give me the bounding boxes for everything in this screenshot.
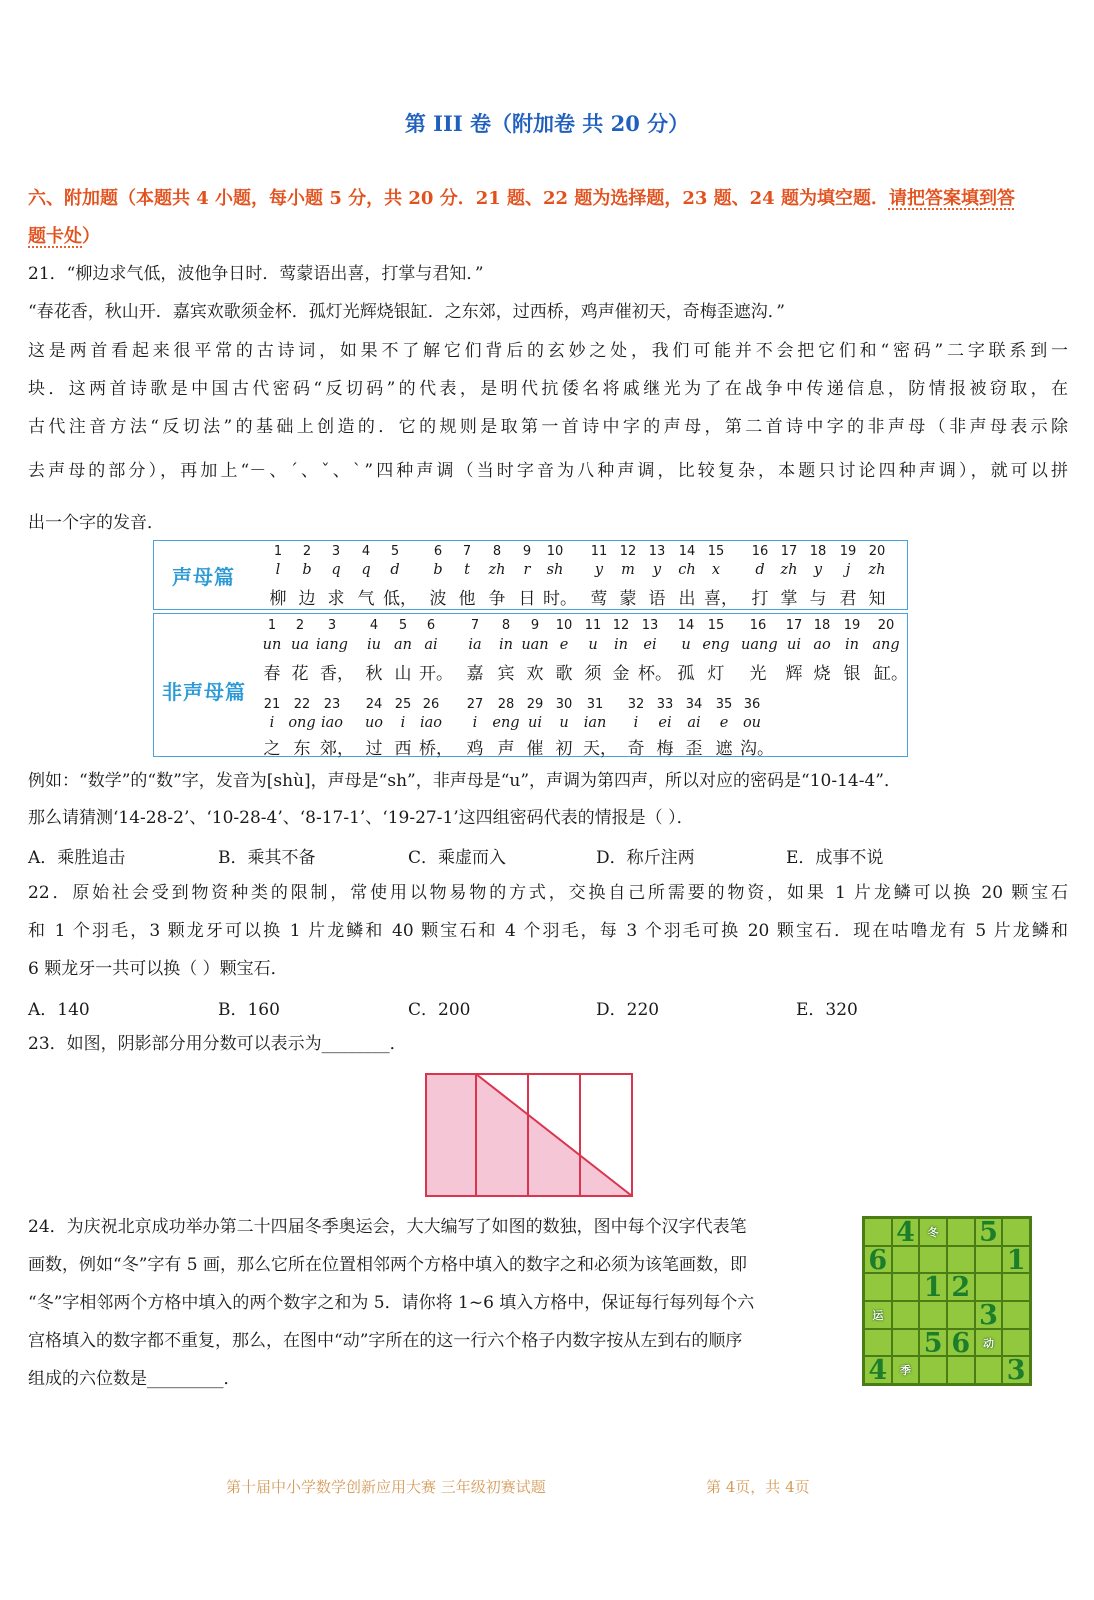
fei2-num-5: 25 [394, 697, 412, 712]
q24-line5 [28, 1367, 241, 1391]
fei2-pinyin-4: uo [364, 715, 384, 731]
fei1-char-16: 光 [749, 664, 767, 684]
q22-option-b[interactable]: B．160 [218, 1000, 280, 1020]
shengmu-label: 声母篇 [172, 565, 235, 589]
fei2-char-3: 郊， [320, 739, 354, 759]
sudoku-cell-r4c1[interactable]: 运 [864, 1301, 892, 1329]
shengmu-pinyin-10: sh [546, 562, 564, 578]
q24-line4: 宫格填入的数字都不重复，那么，在图中“动”字所在的这一行六个格子内数字按从左到右的顺序 [28, 1331, 743, 1351]
fei2-char-10: 初 [555, 739, 573, 759]
fei1-num-2: 2 [295, 618, 305, 633]
shengmu-char-16: 打 [751, 589, 769, 609]
fei1-char-18: 烧 [813, 664, 831, 684]
fei1-char-9: 欢 [526, 664, 544, 684]
fei2-pinyin-6: iao [419, 715, 442, 731]
q23-figure [424, 1072, 636, 1198]
sudoku-cell-r4c5[interactable]: 3 [975, 1301, 1003, 1329]
q21-options [0, 843, 1094, 867]
shengmu-char-7: 他 [458, 589, 476, 609]
fei1-pinyin-12: in [614, 637, 628, 653]
q24-end: ． [223, 1369, 241, 1389]
fei1-num-19: 19 [843, 618, 861, 633]
q23-question: 23．如图，阴影部分用分数可以表示为 [28, 1034, 322, 1054]
shengmu-pinyin-6: b [433, 562, 443, 578]
shengmu-num-20: 20 [868, 544, 886, 559]
q22-options [0, 995, 1094, 1019]
q21-line6: 去声母的部分），再加上“－、ˊ、ˇ、ˋ”四种声调（当时字音为八种声调，比较复杂，本题只讨论四种声调），就可以拼 [28, 461, 1068, 481]
shengmu-num-2: 2 [302, 544, 312, 559]
shengmu-pinyin-15: x [711, 562, 721, 578]
shengmu-pinyin-17: zh [780, 562, 798, 578]
fei1-char-10: 歌 [555, 664, 573, 684]
fei1-char-11: 须 [584, 664, 602, 684]
q21-option-e[interactable]: E．成事不说 [786, 848, 884, 868]
shengmu-num-17: 17 [780, 544, 798, 559]
shengmu-pinyin-4: q [361, 562, 371, 578]
footer-page-number: 第 4页，共 4页 [706, 1478, 810, 1496]
q24-line3: “冬”字相邻两个方格中填入的两个数字之和为 5．请你将 1~6 填入方格中，保证每行每列每个六 [28, 1293, 755, 1313]
fei1-char-7: 嘉 [466, 664, 484, 684]
fei2-char-5: 西 [394, 739, 412, 759]
sudoku-cell-r2c3[interactable] [919, 1246, 947, 1274]
fei2-pinyin-1: i [269, 715, 275, 731]
shengmu-pinyin-16: d [755, 562, 765, 578]
sudoku-cell-r5c1[interactable] [864, 1329, 892, 1357]
shengmu-char-8: 争 [488, 589, 506, 609]
shengmu-char-12: 蒙 [619, 589, 637, 609]
q22-option-d[interactable]: D．220 [596, 1000, 660, 1020]
shengmu-char-1: 柳 [269, 589, 287, 609]
fei1-num-18: 18 [813, 618, 831, 633]
sudoku-cell-r3c1[interactable] [864, 1273, 892, 1301]
fei1-pinyin-11: u [588, 637, 598, 653]
fei1-char-17: 辉 [785, 664, 803, 684]
fei2-pinyin-3: iao [320, 715, 343, 731]
sudoku-cell-r5c3[interactable]: 5 [919, 1329, 947, 1357]
shengmu-char-6: 波 [429, 589, 447, 609]
fei2-char-7: 鸡 [466, 739, 484, 759]
shengmu-pinyin-5: d [390, 562, 400, 578]
sudoku-cell-r6c5[interactable] [975, 1356, 1003, 1384]
fei2-pinyin-16: ou [742, 715, 762, 731]
fei1-pinyin-13: ei [643, 637, 657, 653]
fei1-pinyin-4: iu [367, 637, 381, 653]
fei1-char-20: 缸。 [874, 664, 908, 684]
q24-answer-blank[interactable]: _________ [147, 1369, 224, 1389]
sudoku-grid [862, 1216, 1032, 1386]
shengmu-char-5: 低， [383, 589, 417, 609]
sudoku-cell-r1c5[interactable]: 5 [975, 1218, 1003, 1246]
shengmu-num-6: 6 [433, 544, 443, 559]
fei2-num-14: 34 [685, 697, 703, 712]
fei2-num-15: 35 [715, 697, 733, 712]
shengmu-pinyin-2: b [302, 562, 312, 578]
sudoku-cell-r4c2[interactable] [892, 1301, 920, 1329]
fei1-char-19: 银 [843, 664, 861, 684]
fei1-num-5: 5 [398, 618, 408, 633]
fei2-num-10: 30 [555, 697, 573, 712]
fei2-pinyin-9: ui [528, 715, 542, 731]
fei1-pinyin-8: in [499, 637, 513, 653]
fei2-num-7: 27 [466, 697, 484, 712]
shengmu-num-19: 19 [839, 544, 857, 559]
fei2-char-8: 声 [497, 739, 515, 759]
q22-option-a[interactable]: A．140 [28, 1000, 90, 1020]
q21-question: 那么请猜测‘14-28-2’、‘10-28-4’、‘8-17-1’、‘19-27-1’这四组密码代表的情报是（ ）． [28, 808, 694, 828]
fei1-char-14: 孤 [677, 664, 695, 684]
sudoku-cell-r2c6[interactable]: 1 [1002, 1246, 1030, 1274]
q22-option-e[interactable]: E．320 [796, 1000, 858, 1020]
shengmu-pinyin-8: zh [488, 562, 506, 578]
sudoku-cell-r3c2[interactable] [892, 1273, 920, 1301]
fei2-num-2: 22 [293, 697, 311, 712]
sudoku-cell-r5c5[interactable]: 动 [975, 1329, 1003, 1357]
fei1-pinyin-20: ang [872, 637, 900, 653]
section-heading-emphasis: 请把答案填到答 [888, 188, 1015, 209]
fei2-num-9: 29 [526, 697, 544, 712]
fei1-pinyin-7: ia [468, 637, 482, 653]
fei2-char-14: 歪 [685, 739, 703, 759]
fei1-char-15: 灯 [707, 664, 725, 684]
fei2-char-1: 之 [263, 739, 281, 759]
q21-line2: “春花香，秋山开．嘉宾欢歌须金杯．孤灯光辉烧银缸．之东郊，过西桥，鸡声催初天，奇梅歪遮沟．” [28, 302, 785, 322]
fei2-char-16: 沟。 [740, 739, 774, 759]
sudoku-cell-r2c5[interactable] [975, 1246, 1003, 1274]
sudoku-cell-r4c3[interactable] [919, 1301, 947, 1329]
shengmu-pinyin-12: m [621, 562, 635, 578]
fei1-num-15: 15 [707, 618, 725, 633]
q22-line3: 6 颗龙牙一共可以换（ ）颗宝石． [28, 959, 288, 979]
fei2-pinyin-14: ai [687, 715, 701, 731]
fei1-char-12: 金 [612, 664, 630, 684]
shengmu-char-9: 日 [518, 589, 536, 609]
fei1-pinyin-10: e [559, 637, 569, 653]
fei1-num-13: 13 [641, 618, 659, 633]
fei2-num-1: 21 [263, 697, 281, 712]
shengmu-num-1: 1 [273, 544, 283, 559]
q22-line1: 22．原始社会受到物资种类的限制，常使用以物易物的方式，交换自己所需要的物资，如果 1 片龙鳞可以换 20 颗宝石 [28, 883, 1068, 903]
shengmu-char-2: 边 [298, 589, 316, 609]
shengmu-pinyin-20: zh [868, 562, 886, 578]
fei1-pinyin-1: un [262, 637, 282, 653]
shengmu-char-10: 时。 [543, 589, 577, 609]
fei2-char-9: 催 [526, 739, 544, 759]
sudoku-cell-r3c6[interactable] [1002, 1273, 1030, 1301]
fei2-pinyin-13: ei [658, 715, 672, 731]
fei1-num-11: 11 [584, 618, 602, 633]
fei1-pinyin-15: eng [702, 637, 730, 653]
fei1-num-3: 3 [327, 618, 337, 633]
fei1-num-12: 12 [612, 618, 630, 633]
fei1-pinyin-18: ao [813, 637, 831, 653]
shengmu-char-20: 知 [868, 589, 886, 609]
fei1-pinyin-9: uan [521, 637, 549, 653]
shengmu-char-14: 出 [678, 589, 696, 609]
shengmu-pinyin-18: y [813, 562, 823, 578]
q21-line4: 块．这两首诗歌是中国古代密码“反切码”的代表，是明代抗倭名将戚继光为了在战争中传递信息，防情报被窃取，在 [28, 379, 1068, 399]
shengmu-num-15: 15 [707, 544, 725, 559]
shengmu-pinyin-1: l [275, 562, 281, 578]
fei1-num-4: 4 [369, 618, 379, 633]
fei1-char-3: 香， [320, 664, 354, 684]
q21-line7: 出一个字的发音． [28, 513, 164, 533]
fei1-pinyin-5: an [394, 637, 412, 653]
q24-line2: 画数，例如“冬”字有 5 画，那么它所在位置相邻两个方格中填入的数字之和必须为该笔画数，即 [28, 1255, 748, 1275]
q21-example: 例如：“数学”的“数”字，发音为[shù]，声母是“sh”，非声母是“u”，声调为第四声，所以对应的密码是“10-14-4”． [28, 771, 901, 791]
fei1-num-10: 10 [555, 618, 573, 633]
shengmu-num-5: 5 [390, 544, 400, 559]
section-heading-emphasis-2: 题卡处 [28, 226, 82, 247]
sudoku-cell-r3c4[interactable]: 2 [947, 1273, 975, 1301]
q21-option-d[interactable]: D．称斤注两 [596, 848, 695, 868]
shengmu-char-13: 语 [648, 589, 666, 609]
q23-text [28, 1032, 407, 1056]
fei2-pinyin-10: u [559, 715, 569, 731]
fei1-pinyin-14: u [681, 637, 691, 653]
fei1-char-13: 杯。 [638, 664, 672, 684]
shengmu-pinyin-9: r [523, 562, 531, 578]
shengmu-pinyin-11: y [594, 562, 604, 578]
sudoku-cell-r4c6[interactable] [1002, 1301, 1030, 1329]
fei2-char-6: 桥， [419, 739, 453, 759]
shengmu-num-11: 11 [590, 544, 608, 559]
shengmu-pinyin-19: j [845, 562, 851, 578]
q23-answer-blank[interactable]: ________ [321, 1034, 390, 1054]
shengmu-num-12: 12 [619, 544, 637, 559]
fei2-num-11: 31 [586, 697, 604, 712]
fei2-pinyin-12: i [633, 715, 639, 731]
sudoku-cell-r6c2[interactable]: 季 [892, 1356, 920, 1384]
fei2-pinyin-7: i [472, 715, 478, 731]
sudoku-cell-r3c3[interactable]: 1 [919, 1273, 947, 1301]
sudoku-cell-r2c1[interactable]: 6 [864, 1246, 892, 1274]
shengmu-num-8: 8 [492, 544, 502, 559]
fei2-pinyin-2: ong [288, 715, 316, 731]
fei1-char-1: 春 [263, 664, 281, 684]
fei1-char-5: 山 [394, 664, 412, 684]
q22-line2: 和 1 个羽毛，3 颗龙牙可以换 1 片龙鳞和 40 颗宝石和 4 个羽毛，每 3 个羽毛可换 20 颗宝石．现在咕噜龙有 5 片龙鳞和 [28, 921, 1068, 941]
fei1-num-8: 8 [501, 618, 511, 633]
fei2-char-2: 东 [293, 739, 311, 759]
fei1-num-17: 17 [785, 618, 803, 633]
fei1-num-7: 7 [470, 618, 480, 633]
fei1-num-1: 1 [267, 618, 277, 633]
q21-option-b[interactable]: B．乘其不备 [218, 848, 316, 868]
shengmu-num-14: 14 [678, 544, 696, 559]
fei2-pinyin-11: ian [583, 715, 607, 731]
sudoku-cell-r6c1[interactable]: 4 [864, 1356, 892, 1384]
section-heading [28, 180, 1068, 256]
shengmu-char-15: 喜， [704, 589, 738, 609]
shengmu-num-3: 3 [331, 544, 341, 559]
q24-text: 组成的六位数是 [28, 1369, 147, 1389]
fei1-num-14: 14 [677, 618, 695, 633]
sudoku-cell-r1c1[interactable] [864, 1218, 892, 1246]
shengmu-char-19: 君 [839, 589, 857, 609]
footer-title: 第十届中小学数学创新应用大赛 三年级初赛试题 [226, 1478, 546, 1496]
section-heading-text: 六、附加题（本题共 4 小题，每小题 5 分，共 20 分．21 题、22 题为选择题，23 题、24 题为填空题． [28, 188, 889, 209]
shengmu-pinyin-14: ch [678, 562, 696, 578]
fei1-char-8: 宾 [497, 664, 515, 684]
fei1-pinyin-2: ua [291, 637, 309, 653]
shengmu-num-18: 18 [809, 544, 827, 559]
q21-option-a[interactable]: A．乘胜追击 [28, 848, 126, 868]
fei1-pinyin-17: ui [787, 637, 801, 653]
sudoku-cell-r1c2[interactable]: 4 [892, 1218, 920, 1246]
fei1-num-9: 9 [530, 618, 540, 633]
sudoku-cell-r5c2[interactable] [892, 1329, 920, 1357]
sudoku-cell-r6c3[interactable] [919, 1356, 947, 1384]
fei2-char-4: 过 [365, 739, 383, 759]
shengmu-char-18: 与 [809, 589, 827, 609]
sudoku-cell-r6c6[interactable]: 3 [1002, 1356, 1030, 1384]
sudoku-cell-r5c6[interactable] [1002, 1329, 1030, 1357]
fei1-num-16: 16 [749, 618, 767, 633]
fei1-char-2: 花 [291, 664, 309, 684]
fei2-num-4: 24 [365, 697, 383, 712]
fei2-num-16: 36 [743, 697, 761, 712]
fei2-char-12: 奇 [627, 739, 645, 759]
sudoku-cell-r1c4[interactable] [947, 1218, 975, 1246]
sudoku-cell-r5c4[interactable]: 6 [947, 1329, 975, 1357]
q23-end: ． [389, 1034, 407, 1054]
shengmu-pinyin-7: t [464, 562, 470, 578]
shengmu-pinyin-3: q [331, 562, 341, 578]
fei1-num-6: 6 [426, 618, 436, 633]
q21-line1: 21．“柳边求气低，波他争日时．莺蒙语出喜，打掌与君知．” [28, 264, 484, 284]
q21-line5: 古代注音方法“反切法”的基础上创造的．它的规则是取第一首诗中字的声母，第二首诗中字的非声母（非声母表示除 [28, 417, 1068, 437]
shengmu-num-9: 9 [522, 544, 532, 559]
fei2-num-12: 32 [627, 697, 645, 712]
page-title: 第 III 卷（附加卷 共 20 分） [404, 111, 690, 136]
sudoku-cell-r1c3[interactable]: 冬 [919, 1218, 947, 1246]
shengmu-char-4: 气 [357, 589, 375, 609]
fei2-char-15: 遮 [715, 739, 733, 759]
fei2-pinyin-15: e [719, 715, 729, 731]
section-heading-end: ） [82, 226, 100, 247]
q21-line3: 这是两首看起来很平常的古诗词，如果不了解它们背后的玄妙之处，我们可能并不会把它们和“密码”二字联系到一 [28, 341, 1068, 361]
shengmu-pinyin-13: y [652, 562, 662, 578]
fei2-num-3: 23 [323, 697, 341, 712]
sudoku-cell-r2c4[interactable] [947, 1246, 975, 1274]
fei1-char-6: 开。 [419, 664, 453, 684]
shengmu-char-17: 掌 [780, 589, 798, 609]
fei1-num-20: 20 [877, 618, 895, 633]
shengmu-num-4: 4 [361, 544, 371, 559]
fei1-pinyin-3: iang [316, 637, 348, 653]
fei2-pinyin-5: i [400, 715, 406, 731]
fei2-char-13: 梅 [656, 739, 674, 759]
fei1-pinyin-16: uang [741, 637, 778, 653]
sudoku-cell-r3c5[interactable] [975, 1273, 1003, 1301]
q24-line1: 24．为庆祝北京成功举办第二十四届冬季奥运会，大大编写了如图的数独，图中每个汉字代表笔 [28, 1217, 747, 1237]
fei2-num-13: 33 [656, 697, 674, 712]
sudoku-cell-r6c4[interactable] [947, 1356, 975, 1384]
q22-option-c[interactable]: C．200 [408, 1000, 471, 1020]
fei1-pinyin-19: in [845, 637, 859, 653]
shengmu-num-7: 7 [462, 544, 472, 559]
sudoku-cell-r4c4[interactable] [947, 1301, 975, 1329]
shengmu-num-10: 10 [546, 544, 564, 559]
q21-option-c[interactable]: C．乘虚而入 [408, 848, 507, 868]
shengmu-char-3: 求 [327, 589, 345, 609]
shengmu-num-13: 13 [648, 544, 666, 559]
fei2-num-6: 26 [422, 697, 440, 712]
shengmu-char-11: 莺 [590, 589, 608, 609]
fei2-num-8: 28 [497, 697, 515, 712]
feishengmu-label: 非声母篇 [162, 680, 246, 704]
fei2-char-11: 天， [583, 739, 617, 759]
sudoku-cell-r1c6[interactable] [1002, 1218, 1030, 1246]
shengmu-num-16: 16 [751, 544, 769, 559]
fei2-pinyin-8: eng [492, 715, 520, 731]
fei1-char-4: 秋 [365, 664, 383, 684]
fei1-pinyin-6: ai [424, 637, 438, 653]
sudoku-cell-r2c2[interactable] [892, 1246, 920, 1274]
